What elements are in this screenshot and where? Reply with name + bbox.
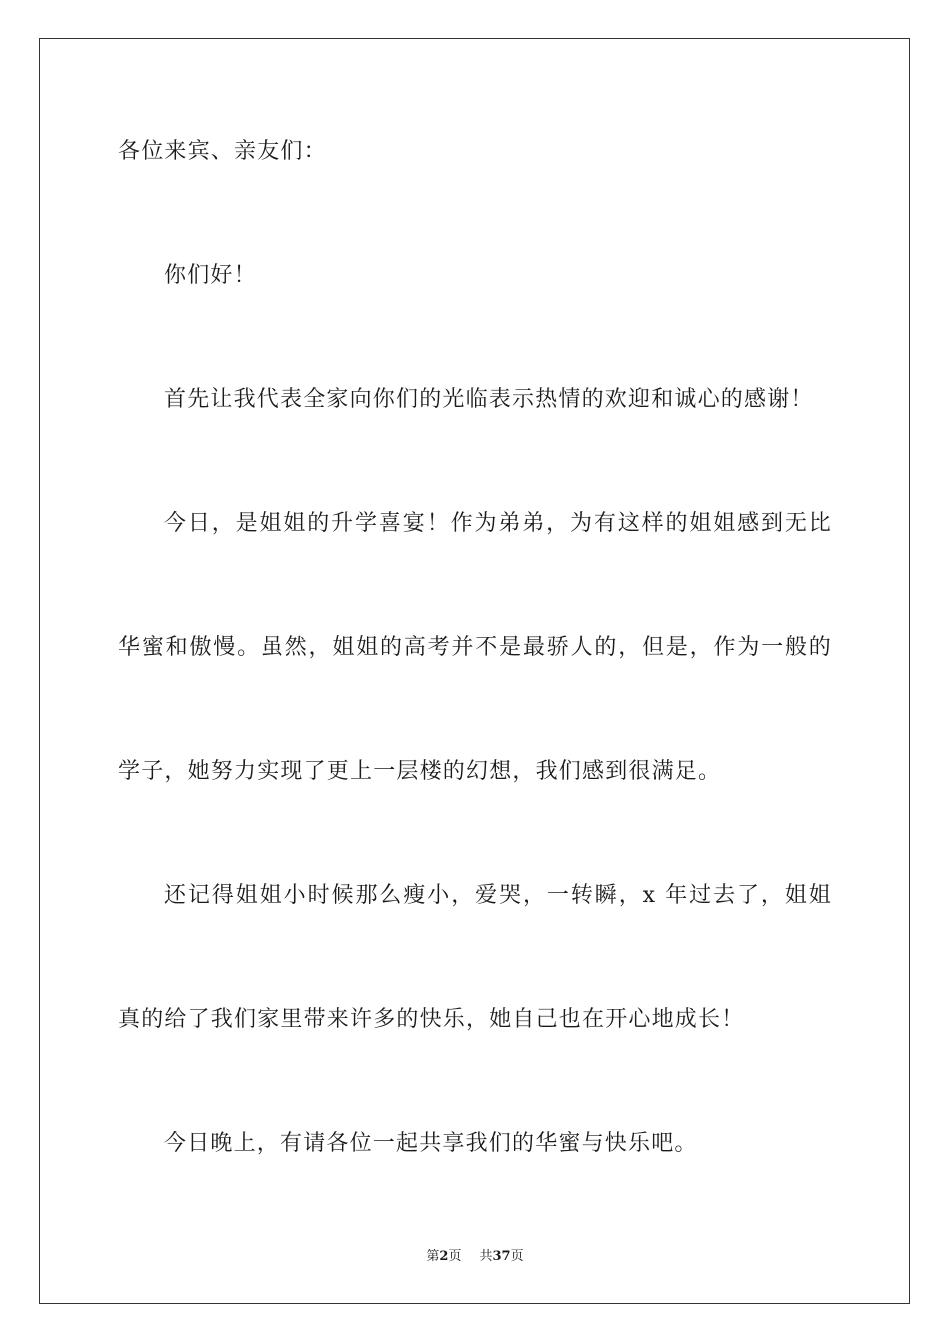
paragraph-line-thanks: 首先让我代表全家向你们的光临表示热情的欢迎和诚心的感谢！ [164, 387, 814, 412]
greeting-line: 你们好！ [164, 263, 257, 288]
paragraph-line-celebration-3: 学子，她努力实现了更上一层楼的幻想，我们感到很满足。 [118, 759, 722, 784]
salutation-line: 各位来宾、亲友们： [118, 139, 327, 164]
page-number: 2 [439, 1249, 449, 1264]
page-footer [0, 1248, 950, 1266]
paragraph-line-memory-1: 还记得姐姐小时候那么瘦小，爱哭，一转瞬，x 年过去了，姐姐 [164, 883, 832, 908]
paragraph-line-celebration-2: 华蜜和傲慢。虽然，姐姐的高考并不是最骄人的，但是，作为一般的 [118, 635, 832, 660]
page-border [39, 38, 910, 1304]
page-prefix: 第 [426, 1249, 440, 1264]
paragraph-line-celebration-1: 今日，是姐姐的升学喜宴！作为弟弟，为有这样的姐姐感到无比 [164, 511, 832, 536]
paragraph-line-memory-2: 真的给了我们家里带来许多的快乐，她自己也在开心地成长！ [118, 1007, 745, 1032]
total-prefix: 共 [479, 1249, 493, 1264]
paragraph-line-closing: 今日晚上，有请各位一起共享我们的华蜜与快乐吧。 [164, 1131, 698, 1156]
total-suffix: 页 [510, 1249, 524, 1264]
page-suffix: 页 [448, 1249, 462, 1264]
total-pages: 37 [492, 1249, 511, 1264]
